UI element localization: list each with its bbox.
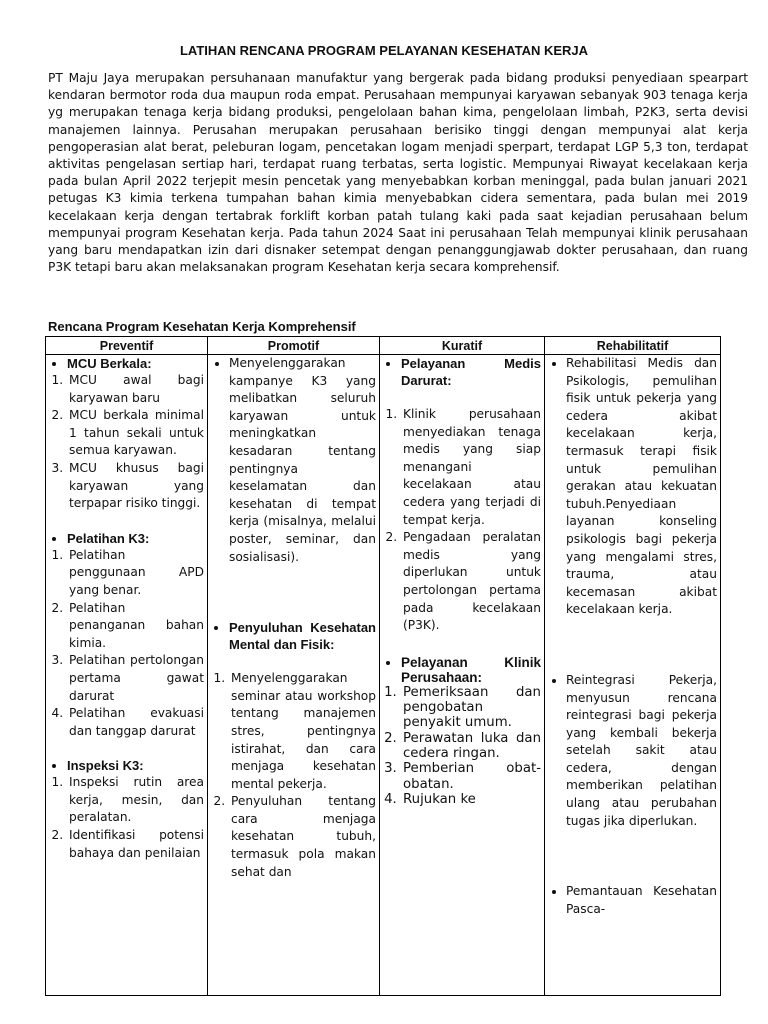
reintegrasi-item: • Reintegrasi Pekerja, menyusun rencana reintegrasi bagi pekerja yang kembali bekerja setelah sakit atau cedera, dengan memberikan pelatihan ulang atau perubahan tugas jika diperlukan.	[566, 672, 717, 830]
mcu-heading: • MCU Berkala:	[67, 355, 204, 372]
inspeksi-heading: • Inspeksi K3:	[67, 757, 204, 774]
list-item: 2. Pengadaan peralatan medis yang diperlukan untuk pertolongan pertama pada kecelakaan (P3K).	[401, 529, 541, 635]
table-header-row	[46, 337, 721, 355]
header-preventif: Preventif	[46, 337, 208, 355]
list-item: 1. Pelatihan penggunaan APD yang benar.	[67, 547, 204, 600]
program-table	[45, 336, 721, 996]
header-promotif: Promotif	[208, 337, 380, 355]
list-item: 1. Inspeksi rutin area kerja, mesin, dan peralatan.	[67, 774, 204, 827]
list-item: 3. Pelatihan pertolongan pertama gawat darurat	[67, 652, 204, 705]
header-kuratif: Kuratif	[380, 337, 545, 355]
pemantauan-item: • Pemantauan Kesehatan Pasca-	[566, 883, 717, 918]
intro-paragraph: PT Maju Jaya merupakan persuhanaan manufaktur yang bergerak pada bidang produksi penyediaan spearpart kendaran bermotor roda dua maupun roda empat. Perusahaan mempunyai karyawan sebanyak 903 tenaga kerja yg merupakan tenaga kerja bidang produksi, pengelolaan bahan kima, pengelolaan limbah, P2K3, serta devisi manajemen lainnya. Perusahan merupakan perusahaan berisiko tinggi dengan mempunyai alat kerja pengoperasian alat berat, peleburan logam, pencetakan logam menjadi sperpart, terdapat LGP 5,3 ton, terdapat aktivitas pengelasan sertiap hari, terdapat ruang terbatas, serta logistic. Mempunyai Riwayat kecelakaan kerja pada bulan April 2022 terjepit mesin pencetak yang menyebabkan korban meninggal, pada bulan januari 2021 petugas K3 kimia terkena tumpahan bahan kimia menyebabkan cidera sementara, pada bulan mei 2019 kecelakaan kerja dengan tertabrak forklift korban patah tulang kaki pada saat kejadian perusahaan belum mempunyai program Kesehatan kerja. Pada tahun 2024 Saat ini perusahaan Telah mempunyai klinik perusahaan yang baru mendapatkan izin dari disnaker setempat dengan penanggungjawab dokter perusahaan, dan ruang P3K tetapi baru akan melaksanakan program Kesehatan kerja secara komprehensif.	[48, 71, 748, 275]
list-item: 1. Klinik perusahaan menyediakan tenaga medis yang siap menangani kecelakaan atau cedera yang terjadi di tempat kerja.	[401, 406, 541, 529]
penyuluhan-heading: • Penyuluhan Kesehatan Mental dan Fisik:	[229, 619, 376, 653]
klinik-heading: • Pelayanan Klinik Perusahaan:	[401, 655, 541, 685]
table-row	[46, 355, 721, 996]
list-item: 2. Pelatihan penanganan bahan kimia.	[67, 600, 204, 653]
list-item: 2. Identifikasi potensi bahaya dan penilaian	[67, 827, 204, 862]
list-item: 1. MCU awal bagi karyawan baru	[67, 372, 204, 407]
section-heading: Rencana Program Kesehatan Kerja Komprehensif	[48, 319, 356, 334]
darurat-heading: • Pelayanan Medis Darurat:	[401, 355, 541, 389]
list-item: 2. MCU berkala minimal 1 tahun sekali untuk semua karyawan.	[67, 407, 204, 460]
list-item: 3. Pemberian obat-obatan.	[401, 761, 541, 792]
rehab-medis-item: • Rehabilitasi Medis dan Psikologis, pemulihan fisik untuk pekerja yang cedera akibat kecelakaan kerja, termasuk terapi fisik untuk pemulihan gerakan atau kekuatan tubuh.Penyediaan layanan konseling psikologis bagi pekerja yang mengalami stres, trauma, atau kecemasan akibat kecelakaan kerja.	[566, 355, 717, 619]
list-item: 1. Menyelenggarakan seminar atau workshop tentang manajemen stres, pentingnya istirahat, dan cara menjaga kesehatan mental pekerja.	[229, 670, 376, 793]
header-rehabilitatif: Rehabilitatif	[545, 337, 721, 355]
list-item: 2. Penyuluhan tentang cara menjaga kesehatan tubuh, termasuk pola makan sehat dan	[229, 793, 376, 881]
list-item: 1. Pemeriksaan dan pengobatan penyakit umum.	[401, 685, 541, 731]
pelatihan-heading: • Pelatihan K3:	[67, 530, 204, 547]
cell-rehabilitatif	[545, 355, 721, 996]
kampanye-item: • Menyelenggarakan kampanye K3 yang melibatkan seluruh karyawan untuk meningkatkan kesadaran tentang pentingnya keselamatan dan kesehatan di tempat kerja (misalnya, melalui poster, seminar, dan sosialisasi).	[229, 355, 376, 566]
list-item: 3. MCU khusus bagi karyawan yang terpapar risiko tinggi.	[67, 460, 204, 513]
cell-kuratif	[380, 355, 545, 996]
list-item: 4. Pelatihan evakuasi dan tanggap darurat	[67, 705, 204, 740]
list-item: 2. Perawatan luka dan cedera ringan.	[401, 731, 541, 762]
cell-preventif	[46, 355, 208, 996]
cell-promotif	[208, 355, 380, 996]
page-title: LATIHAN RENCANA PROGRAM PELAYANAN KESEHATAN KERJA	[179, 43, 589, 58]
list-item: 4. Rujukan ke	[401, 792, 541, 807]
